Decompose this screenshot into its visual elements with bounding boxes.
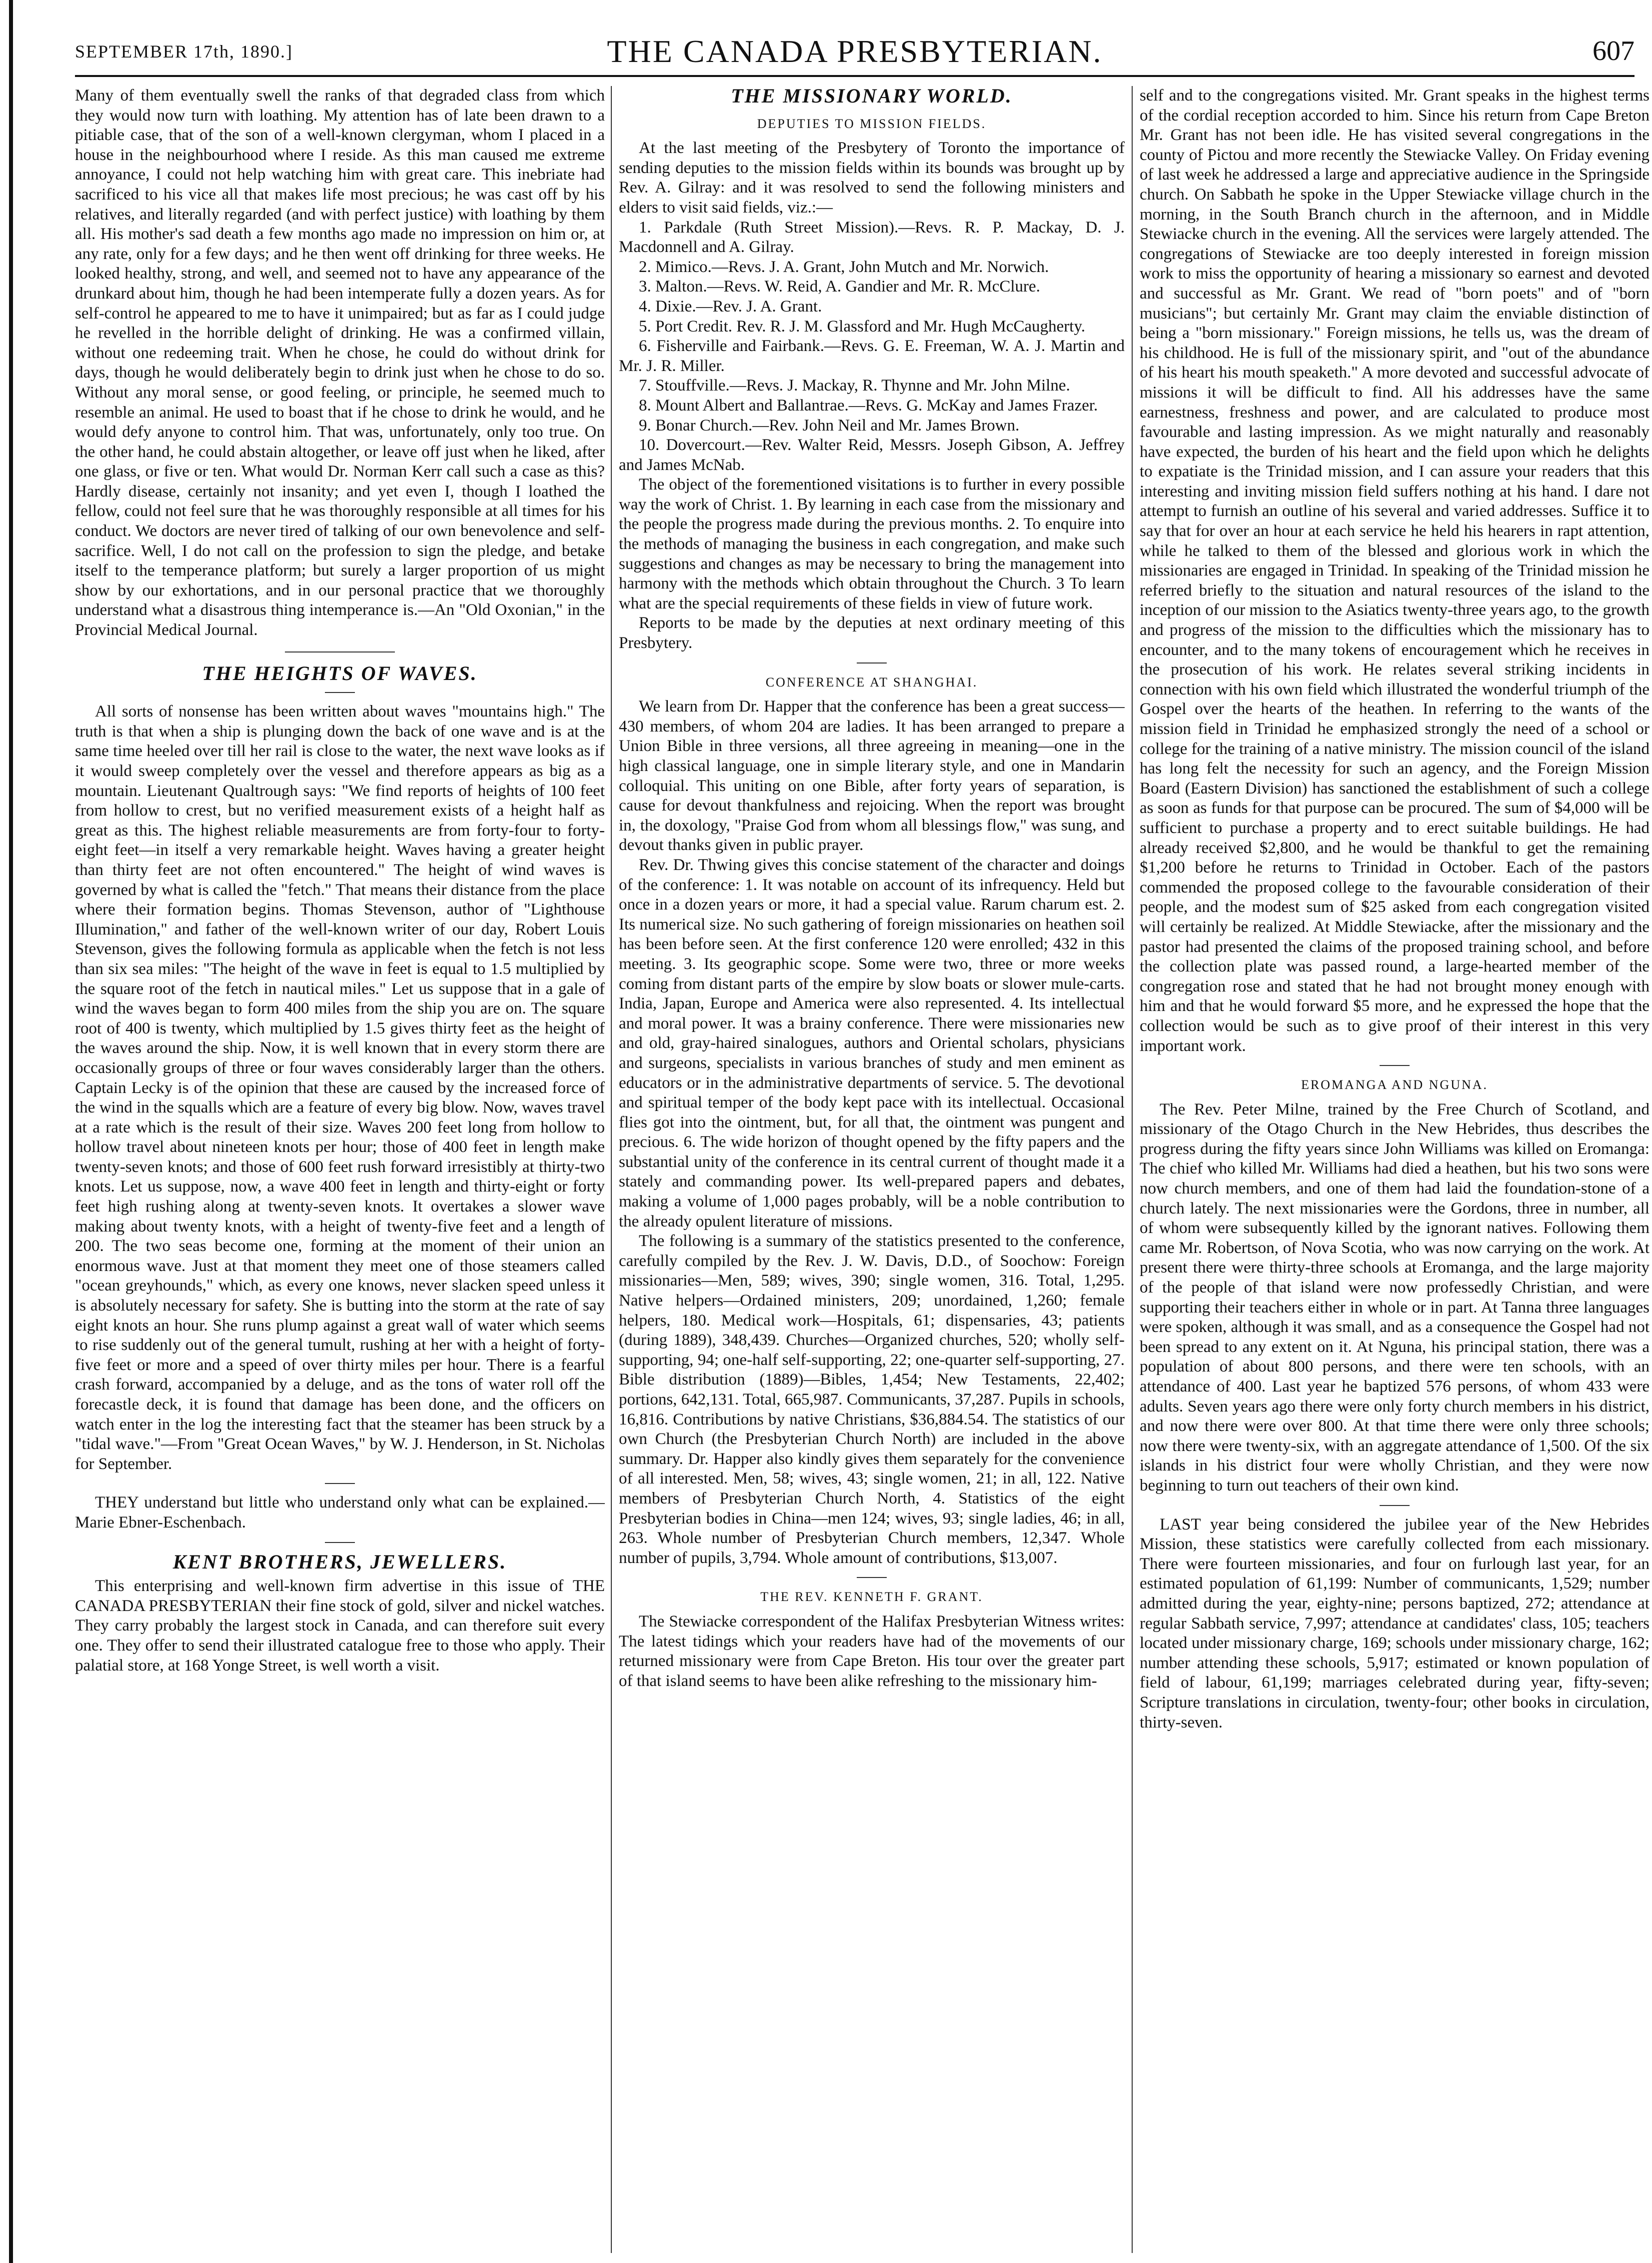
list-item: 2. Mimico.—Revs. J. A. Grant, John Mutch and Mr. Norwich. [639, 258, 1049, 276]
column-divider [1132, 86, 1133, 2253]
column-1 [75, 86, 605, 2253]
article-intemperance-text: Many of them eventually swell the ranks of that degraded class from which they would now turn with loathing. My attention has of late been drawn to a pitiable case, that of the son of a well-known clergyman, whom I placed in a house in the neighbourhood where I reside. As this man caused me extreme annoyance, I could not help watching him with great care. This inebriate had sacrificed to his vice all that makes life most precious; he was cast off by his relatives, and literally regarded (and with perfect justice) with loathing by them all. His mother's sad death a few months ago made no impression on him or, at any rate, only for a few days; and he then went off drinking for three weeks. He looked healthy, strong, and well, and seemed not to have any appearance of the drunkard about him, though he had been intemperate fully a dozen years. As for self-control he appeared to me to have it unimpaired; but as far as I could judge he revelled in the horrible delight of drinking. He was a confirmed villain, without one redeeming trait. When he chose, he could do without drink for days, though he would deliberately begin to drink just when he chose to do so. Without any moral sense, or good feeling, or principle, he seemed much to resemble an animal. He used to boast that if he chose to drink he would, and he would defy anyone to control him. That was, unfortunately, only too true. On the other hand, he could abstain altogether, or leave off just when he liked, after one glass, or five or ten. What would Dr. Norman Kerr call such a case as this? Hardly disease, certainly not insanity; and yet even I, though I loathed the fellow, could not feel sure that he was thoroughly responsible at all times for his conduct. We doctors are never tired of talking of our own benevolence and self-sacrifice. Well, I do not call on the profession to sign the pledge, and betake itself to the temperance platform; but surely a larger proportion of us might show by our exhortations, and in our personal practice that we thoroughly understand what a disastrous thing intemperance is.—An "Old Oxonian," in the Provincial Medical Journal. [75, 86, 605, 640]
list-item: 6. Fisherville and Fairbank.—Revs. G. E. Freeman, W. A. J. Martin and Mr. J. R. Miller. [619, 337, 1125, 375]
article-deputies-title: DEPUTIES TO MISSION FIELDS. [757, 116, 987, 131]
page-edge-shadow [9, 0, 13, 2263]
article-grant-title: THE REV. KENNETH F. GRANT. [760, 1590, 983, 1604]
separator [1380, 1505, 1410, 1506]
column-divider [611, 86, 612, 2253]
header-rule [75, 75, 1635, 77]
article-shanghai-paragraph: Rev. Dr. Thwing gives this concise statement of the character and doings of the conference: 1. It was notable on account of its infrequency. Held but once in a dozen years or more, it had a special value. Rarum charum est. 2. Its numerical size. No such gathering of foreign missionaries on heathen soil has been before seen. At the first conference 120 were enrolled; 432 in this meeting. 3. Its geographic scope. Some were two, three or more weeks coming from distant parts of the empire by slow boats or slower mule-carts. India, Japan, Europe and America were also represented. 4. Its intellectual and moral power. It was a brainy conference. There were missionaries new and old, gray-haired sinalogues, authors and Oriental scholars, physicians and surgeons, specialists in various branches of study and men eminent as educators or in the administrative departments of service. 5. The devotional and spiritual temper of the body kept pace with its intellectual. Occasional flies got into the ointment, but, for all that, the ointment was pungent and precious. 6. The wide horizon of thought opened by the fifty papers and the substantial unity of the conference in its central current of thought made it a stately and commanding power. Its well-prepared papers and debates, making a volume of 1,000 pages probably, will be a noble contribution to the already opulent literature of missions. [619, 856, 1125, 1230]
separator [325, 1483, 355, 1484]
deputies-list [619, 218, 1125, 476]
column-2 [619, 86, 1125, 2253]
column-3 [1140, 86, 1650, 2253]
article-grant-continued: self and to the congregations visited. Mr. Grant speaks in the highest terms of the cordial reception accorded to him. Since his return from Cape Breton Mr. Grant has not been idle. He has visited several congregations in the county of Pictou and more recently the Stewiacke Valley. On Friday evening of last week he addressed a large and appreciative audience in the Springside church. On Sabbath he spoke in the Upper Stewiacke village church in the morning, in the South Branch church in the afternoon, and in Middle Stewiacke church in the evening. All the services were largely attended. The congregations of Stewiacke are too deeply interested in foreign mission work to miss the opportunity of hearing a missionary so earnest and devoted and successful as Mr. Grant. We read of "born poets" and of "born musicians"; but certainly Mr. Grant may claim the enviable distinction of being a "born missionary." Foreign missions, he tells us, was the dream of his childhood. He is full of the missionary spirit, and "out of the abundance of his heart his mouth speaketh." A more devoted and successful advocate of missions it will be difficult to find. All his addresses have the same earnestness, freshness and power, and are calculated to produce most favourable and lasting impression. As we might naturally and reasonably have expected, the burden of his heart and the field upon which he delights to expatiate is the Trinidad mission, and I can assure your readers that this interesting and inviting mission field suffers nothing at his hand. I dare not attempt to furnish an outline of his several and varied addresses. Suffice it to say that for over an hour at each service he held his hearers in rapt attention, while he talked to them of the blessed and glorious work in which the missionaries are engaged in Trinidad. In speaking of the Trinidad mission he referred briefly to the situation and natural resources of the island to the inception of our mission to the Asiatics twenty-three years ago, to the growth and progress of the mission to the difficulties which the missionary has to encounter, and to the many tokens of encouragement which he receives in the prosecution of his work. He relates several striking incidents in connection with his own field which illustrated the wonderful triumph of the Gospel over the hearts of the heathen. In referring to the wants of the mission field in Trinidad he emphasized strongly the need of a school or college for the training of a native ministry. The mission council of the island has long felt the necessity for such an agency, and the Foreign Mission Board (Eastern Division) has sanctioned the establishment of such a college as soon as funds for that purpose can be procured. The sum of $4,000 will be sufficient to purchase a property and to erect suitable buildings. He had already received $2,800, and he would be thankful to get the remaining $1,200 before he returns to Trinidad in October. Each of the pastors commended the proposed college to the favourable consideration of their people, and the modest sum of $25 asked from each congregation visited will certainly be realized. At Middle Stewiacke, after the missionary and the pastor had presented the claims of the proposed training school, and before the collection plate was passed round, a large-hearted member of the congregation rose and stated that he had not brought money enough with him and that he would forward $5 more, and he expressed the hope that the collection would be such as to give proof of their interest in this very important work. [1140, 86, 1650, 1055]
article-shanghai-title: CONFERENCE AT SHANGHAI. [765, 674, 978, 690]
article-deputies-object: The object of the forementioned visitations is to further in every possible way the work of Christ. 1. By learning in each case from the missionary and the people the progress made during the previous months. 2. To enquire into the methods of managing the business in each congregation, and make such suggestions and changes as may be necessary to bring the management into harmony with the methods which obtain throughout the Church. 3 To learn what are the special requirements of these fields in view of future work. [619, 476, 1125, 612]
list-item: 1. Parkdale (Ruth Street Mission).—Revs. R. P. Mackay, D. J. Macdonnell and A. Gilray. [619, 218, 1125, 256]
article-grant-text: The Stewiacke correspondent of the Halifax Presbyterian Witness writes: The latest tidings which your readers have had of the movements of our returned missionary were from Cape Breton. His tour over the greater part of that island seems to have been alike refreshing to the missionary him- [619, 1612, 1125, 1690]
list-item: 5. Port Credit. Rev. R. J. M. Glassford and Mr. Hugh McCaugherty. [639, 317, 1086, 336]
separator [857, 662, 887, 664]
header-date: SEPTEMBER 17th, 1890.] [75, 42, 293, 62]
article-jubilee-text: LAST year being considered the jubilee year of the New Hebrides Mission, these statistics were carefully collected from each missionary. There were fourteen missionaries, and four on furlough last year, for an estimated population of 61,199: Number of communicants, 1,529; number admitted during the year, eighty-nine; persons baptized, 272; attendance at regular Sabbath service, 7,997; attendance at candidates' class, 105; teachers located under missionary charge, 169; schools under missionary charge, 162; number attending these schools, 5,917; estimated or known population of field of labour, 61,199; marriages celebrated during year, fifty-seven; Scripture translations in circulation, twenty-four; other books in circulation, thirty-seven. [1140, 1515, 1650, 1732]
article-deputies-reports: Reports to be made by the deputies at next ordinary meeting of this Presbytery. [619, 614, 1125, 652]
list-item: 4. Dixie.—Rev. J. A. Grant. [639, 297, 822, 316]
article-eromanga-title: EROMANGA AND NGUNA. [1301, 1078, 1489, 1092]
article-eromanga-text: The Rev. Peter Milne, trained by the Free Church of Scotland, and missionary of the Otago Church in the New Hebrides, thus describes the progress during the fifty years since John Williams was killed on Eromanga: The chief who killed Mr. Williams had died a heathen, but his two sons were now church members, and one of them had laid the foundation-stone of a church lately. The next missionaries were the Gordons, three in number, all of whom were subsequently killed by the ignorant natives. Following them came Mr. Robertson, of Nova Scotia, who was now carrying on the work. At present there were thirty-three schools at Eromanga, and the large majority of the people of that island were now professedly Christian, and were supporting their teachers either in whole or in part. At Tanna three languages were spoken, although it was small, and as a consequence the Gospel had not been spread to any extent on it. At Nguna, his principal station, there was a population of about 800 persons, and there were ten schools, with an attendance of 400. Last year he baptized 576 persons, of whom 433 were adults. Seven years ago there were only forty church members in his district, and now there were over 800. At that time there were only three schools; now there were twenty-six, with an aggregate attendance of 1,500. Of the six islands in his district four were wholly Christian, and they were now beginning to turn out teachers of their own kind. [1140, 1100, 1650, 1494]
list-item: 3. Malton.—Revs. W. Reid, A. Gandier and Mr. R. McClure. [639, 278, 1040, 296]
list-item: 9. Bonar Church.—Rev. John Neil and Mr. James Brown. [639, 416, 1020, 434]
article-shanghai-paragraph: The following is a summary of the statistics presented to the conference, carefully compiled by the Rev. J. W. Davis, D.D., of Soochow: Foreign missionaries—Men, 589; wives, 390; single women, 316. Total, 1,295. Native helpers—Ordained ministers, 209; unordained, 1,260; female helpers, 180. Medical work—Hospitals, 61; dispensaries, 43; patients (during 1889), 348,439. Churches—Organized churches, 520; wholly self-supporting, 94; one-half self-supporting, 22; one-quarter self-supporting, 27. Bible distribution (1889)—Bibles, 1,454; New Testaments, 22,402; portions, 642,131. Total, 665,987. Communicants, 37,287. Pupils in schools, 16,816. Contributions by native Christians, $36,884.54. The statistics of our own Church (the Presbyterian Church North) are included in the above summary. Dr. Happer also kindly gives them separately for the convenience of all interested. Men, 58; wives, 43; single women, 21; in all, 122. Native members of Presbyterian Church North, 4. Statistics of the eight Presbyterian bodies in China—men 124; wives, 93; single ladies, 46; in all, 263. Whole number of Presbyterian Church members, 12,347. Whole number of pupils, 3,794. Whole amount of contributions, $13,007. [619, 1232, 1125, 1567]
list-item: 7. Stouffville.—Revs. J. Mackay, R. Thynne and Mr. John Milne. [639, 376, 1070, 395]
page-header [75, 30, 1635, 75]
article-waves-text: All sorts of nonsense has been written about waves "mountains high." The truth is that when a ship is plunging down the back of one wave and is at the same time heeled over till her rail is close to the water, the next wave looks as if it would sweep completely over the vessel and therefore appears as big as a mountain. Lieutenant Qualtrough says: "We find reports of heights of 100 feet from hollow to crest, but no verified measurement exists of a height half as great as this. The highest reliable measurements are from forty-four to forty-eight feet—in itself a very remarkable height. Waves having a greater height than thirty feet are not often encountered." The height of wind waves is governed by what is called the "fetch." That means their distance from the place where their formation begins. Thomas Stevenson, author of "Lighthouse Illumination," and father of the well-known writer of our day, Robert Louis Stevenson, gives the following formula as applicable when the fetch is not less than six sea miles: "The height of the wave in feet is equal to 1.5 multiplied by the square root of the fetch in nautical miles." Let us suppose that in a gale of wind the waves began to form 400 miles from the ship you are on. The square root of 400 is twenty, which multiplied by 1.5 gives thirty feet as the height of the waves around the ship. Now, it is well known that in every storm there are occasionally groups of three or four waves considerably larger than the others. Captain Lecky is of the opinion that these are caused by the increased force of the wind in the squalls which are a feature of every big blow. Now, waves travel at a rate which is the result of their size. Waves 200 feet long from hollow to hollow travel about nineteen knots per hour; those of 400 feet in length make twenty-seven knots; and those of 600 feet rush forward irresistibly at thirty-two knots. Let us suppose, now, a wave 400 feet in length and thirty-eight or forty feet high rushing along at twenty-seven knots. It overtakes a slower wave making about twenty knots, with a height of twenty-five feet and a length of 200. The two seas become one, forming at the moment of their union an enormous wave. Just at that moment they meet one of those steamers called "ocean greyhounds," which, as every one knows, never slacken speed unless it is absolutely necessary for safety. She is butting into the storm at the rate of say eight knots an hour. She runs plump against a great wall of water which seems to rise suddenly out of the general tumult, rushing at her with a height of forty-five feet or more and a speed of over thirty miles per hour. There is a fearful crash forward, accompanied by a deluge, and as the tons of water roll off the forecastle deck, it is found that damage has been done, and the officers on watch enter in the log the interesting fact that the steamer has been struck by a "tidal wave."—From "Great Ocean Waves," by W. J. Henderson, in St. Nicholas for September. [75, 702, 605, 1473]
section-missionary-world-title: THE MISSIONARY WORLD. [731, 86, 1013, 107]
separator [857, 1577, 887, 1578]
article-kent-title: KENT BROTHERS, JEWELLERS. [172, 1550, 507, 1573]
quote-ebner-eschenbach: THEY understand but little who understand only what can be explained.—Marie Ebner-Eschenbach. [75, 1494, 605, 1532]
article-deputies-intro: At the last meeting of the Presbytery of Toronto the importance of sending deputies to the mission fields within its bounds was brought up by Rev. A. Gilray: and it was resolved to send the following ministers and elders to visit said fields, viz.:— [619, 139, 1125, 216]
list-item: 10. Dovercourt.—Rev. Walter Reid, Messrs. Joseph Gibson, A. Jeffrey and James McNab. [619, 436, 1125, 474]
article-shanghai-paragraph: We learn from Dr. Happer that the conference has been a great success—430 members, of whom 204 are ladies. It has been arranged to prepare a Union Bible in three versions, all three agreeing in meaning—one in the high classical language, one in simple literary style, and one in Mandarin colloquial. This uniting on one Bible, after forty years of separation, is cause for devout thankfulness and rejoicing. When the report was brought in, the doxology, "Praise God from whom all blessings flow," was sung, and devout thanks given in public prayer. [619, 698, 1125, 854]
article-kent-text: This enterprising and well-known firm advertise in this issue of THE CANADA PRESBYTERIAN their fine stock of gold, silver and nickel watches. They carry probably the largest stock in Canada, and can therefore suit every one. They offer to send their illustrated catalogue free to those who apply. Their palatial store, at 168 Yonge Street, is well worth a visit. [75, 1577, 605, 1674]
separator [325, 692, 355, 693]
separator [1380, 1065, 1410, 1066]
separator [325, 1542, 355, 1543]
article-waves-title: THE HEIGHTS OF WAVES. [202, 662, 478, 684]
header-title: THE CANADA PRESBYTERIAN. [607, 34, 1103, 69]
header-page-number: 607 [1593, 36, 1635, 66]
list-item: 8. Mount Albert and Ballantrae.—Revs. G. McKay and James Frazer. [639, 396, 1098, 414]
